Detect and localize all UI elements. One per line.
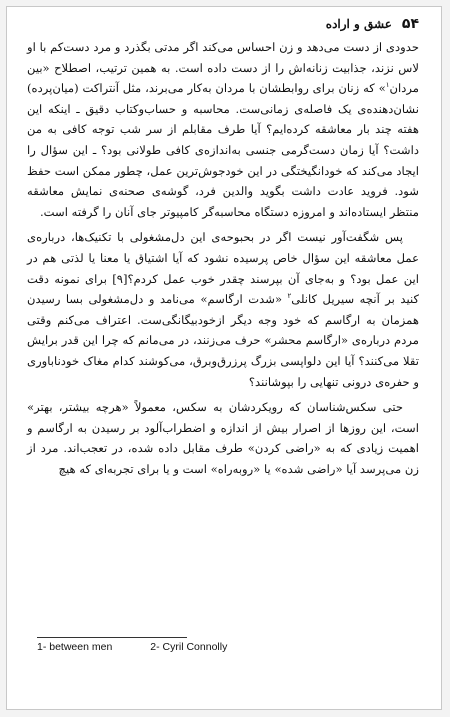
body-text [27, 37, 419, 479]
page-header [27, 16, 419, 32]
footnotes [37, 641, 227, 653]
chapter-title: عشق و اراده [325, 17, 392, 31]
footnote-ref-1: ۱ [385, 81, 390, 90]
footnote-ref-2: ۲ [287, 292, 292, 301]
footnote-divider [37, 637, 187, 638]
paragraph-1-part-b: » که زنان برای روابطشان با مردان به‌کار می‌برند، مثل آنتراکت (میان‌پرده) نشان‌دهنده‌ی یک فاصله‌ی زمانی‌ست. محاسبه و حساب‌وکتاب دقیق ـ اینکه این هفته چند بار معاشقه کرده‌ایم؟ آیا طرف مقابلم از سر شب توجه کافی به من داشت؟ آیا زمان دست‌گرمی جنسی به‌اندازه‌ی کافی طولانی بود؟ ـ این سؤال را ایجاد می‌کند که خودانگیختگی در این خودجوش‌ترین عمل، چطور ممکن است حفظ شود. فروید عادت داشت بگوید والدین فرد، گوشه‌ی صحنه‌ی نمایش معاشقه منتظر ایستاده‌اند و امروزه دستگاه محاسبه‌گر کامپیوتر جای آنان را گرفته است. [27, 81, 419, 219]
paragraph-1-part-a: حدودی از دست می‌دهد و زن احساس می‌کند اگر مدتی بگذرد و مرد دست‌کم با او لاس نزند، جذابیت زنانه‌اش را از دست داده است. به همین ترتیب، اصطلاح «بین مردان [27, 40, 419, 96]
paragraph-2 [27, 227, 419, 392]
paragraph-1 [27, 37, 419, 222]
paragraph-2-part-a: پس شگفت‌آور نیست اگر در بحبوحه‌ی این دل‌مشغولی با تکنیک‌ها، درباره‌ی عمل معاشقه این سؤال خاص پرسیده نشود که آیا اشتیاق یا معنا یا لذتی هم در این عمل بود؟ و به‌جای آن بپرسند چقدر خوب عمل کردم؟[۹] برای نمونه دقت کنید بر آنچه سیریل کانلی [27, 230, 419, 307]
footnote-1: 1- between men [37, 641, 113, 653]
paragraph-2-part-b: «شدت ارگاسم» می‌نامد و دل‌مشغولی بسا رسیدن همزمان به ارگاسم که خود وجه دیگر ازخودبیگانگی‌ست. اعتراف می‌کنم وقتی مردم درباره‌ی «ارگاسم محشر» حرف می‌زنند، در می‌مانم که چرا این قدر برایش تقلا می‌کنند؟ آیا این دلواپسی بزرگ پرزرق‌وبرق، می‌کوشند کدام مغاک خودناباوری و حفره‌ی درونی تنهایی را بپوشانند؟ [27, 292, 419, 389]
page-number: ۵۴ [401, 16, 419, 32]
footnote-2: 2- Cyril Connolly [150, 641, 228, 653]
paragraph-3: حتی سکس‌شناسان که رویکردشان به سکس، معمولاً «هرچه بیشتر، بهتر» است، این روزها از اصرار بیش از اندازه و اضطراب‌آلود بر رسیدن به ارگاسم و اهمیت زیادی که به «راضی کردن» طرف مقابل داده شده، در تعجب‌اند. مرد از زن می‌پرسد آیا «راضی شده» یا «روبه‌راه» است و یا برای تجربه‌ای که هیچ [27, 400, 419, 476]
book-page [6, 6, 442, 710]
